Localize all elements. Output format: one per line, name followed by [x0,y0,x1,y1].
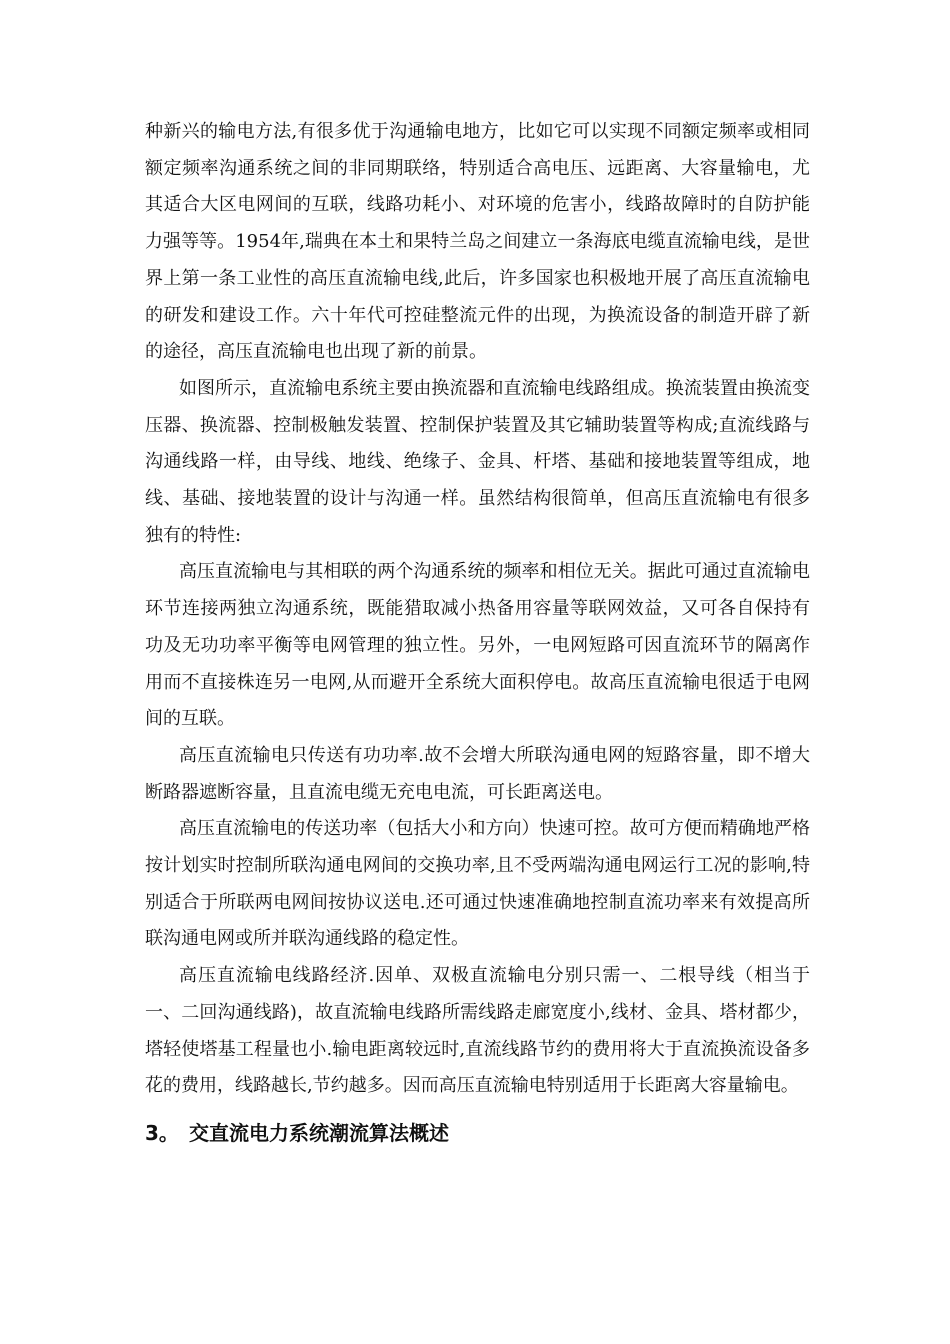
section-title: 交直流电力系统潮流算法概述 [189,1120,449,1145]
paragraph-frequency-independence: 高压直流输电与其相联的两个沟通系统的频率和相位无关。据此可通过直流输电环节连接两独立沟通系统，既能猎取减小热备用容量等联网效益，又可各自保持有功及无功功率平衡等电网管理的独立性。另外，一电网短路可因直流环节的隔离作用而不直接株连另一电网,从而避开全系统大面积停电。故高压直流输电很适于电网间的互联。 [145,561,810,730]
section-number: 3。 [145,1120,179,1145]
section-heading [145,1118,810,1148]
paragraph-hvdc-components: 如图所示，直流输电系统主要由换流器和直流输电线路组成。换流装置由换流变压器、换流器、控制极触发装置、控制保护装置及其它辅助装置等构成;直流线路与沟通线路一样，由导线、地线、绝缘子、金具、杆塔、基础和接地装置等组成，地线、基础、接地装置的设计与沟通一样。虽然结构很简单，但高压直流输电有很多独有的特性: [145,377,810,546]
document-page [145,114,810,1148]
paragraph-hvdc-intro: 种新兴的输电方法,有很多优于沟通输电地方，比如它可以实现不同额定频率或相同额定频率沟通系统之间的非同期联络，特别适合高电压、远距离、大容量输电，尤其适合大区电网间的互联，线路功耗小、对环境的危害小，线路故障时的自防护能力强等等。1954年,瑞典在本土和果特兰岛之间建立一条海底电缆直流输电线，是世界上第一条工业性的高压直流输电线,此后，许多国家也积极地开展了高压直流输电的研发和建设工作。六十年代可控硅整流元件的出现，为换流设备的制造开辟了新的途径，高压直流输电也出现了新的前景。 [145,121,810,363]
paragraph-line-economy: 高压直流输电线路经济.因单、双极直流输电分别只需一、二根导线（相当于一、二回沟通线路)，故直流输电线路所需线路走廊宽度小,线材、金具、塔材都少，塔轻使塔基工程量也小.输电距离较远时,直流线路节约的费用将大于直流换流设备多花的费用，线路越长,节约越多。因而高压直流输电特别适用于长距离大容量输电。 [145,965,810,1097]
paragraph-power-control: 高压直流输电的传送功率（包括大小和方向）快速可控。故可方便而精确地严格按计划实时控制所联沟通电网间的交换功率,且不受两端沟通电网运行工况的影响,特别适合于所联两电网间按协议送电.还可通过快速准确地控制直流功率来有效提高所联沟通电网或所并联沟通线路的稳定性。 [145,818,810,950]
paragraph-active-power: 高压直流输电只传送有功功率.故不会增大所联沟通电网的短路容量，即不增大断路器遮断容量，且直流电缆无充电电流，可长距离送电。 [145,744,810,803]
